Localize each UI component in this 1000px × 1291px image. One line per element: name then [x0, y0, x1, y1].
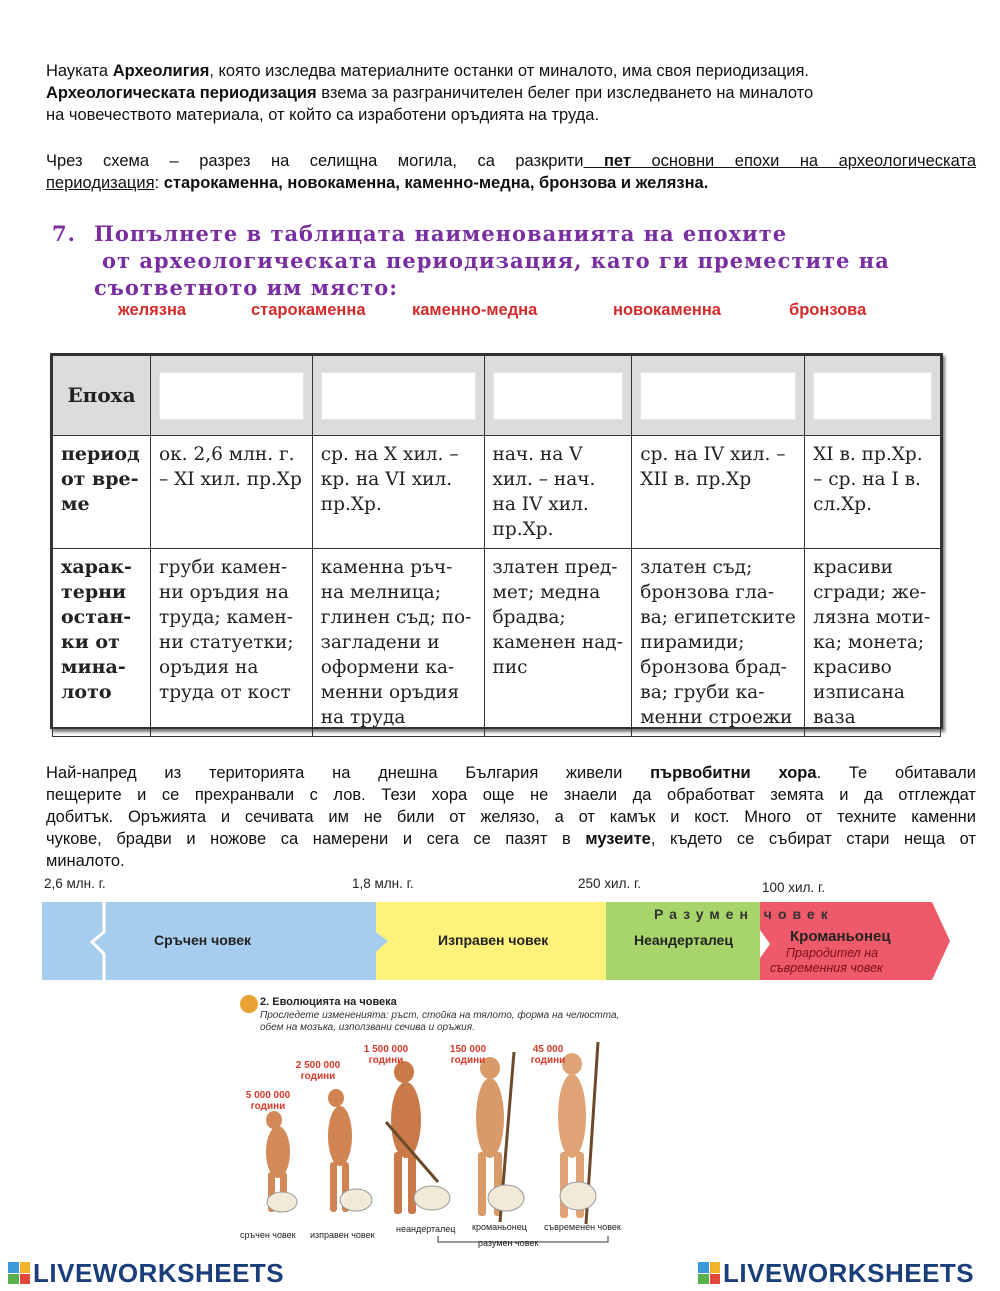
draggable-word-bank	[0, 301, 1000, 323]
scheme-line-2: периодизация: старокаменна, новокаменна, каменно-медна, бронзова и желязна.	[46, 174, 709, 192]
drop-zone-2[interactable]	[321, 372, 476, 420]
intro-line-1: Науката Археолигия, която изследва материалните останки от миналото, има своя периодизация.	[46, 62, 809, 80]
epochs-table	[50, 353, 943, 729]
history-line-1: Най-напред из територията на днешна България живели първобитни хора. Те обитавали	[46, 764, 976, 782]
remains-cell-4: златен съд; бронзова гла-ва; египетските пирамиди; бронзова брад-ва; груби ка-менни строежи	[632, 549, 805, 737]
task-line-2: от археологическата периодизация, като ги преместите на	[102, 248, 890, 273]
history-line-4: чукове, брадви и ножове са намерени и сега се пазят в музеите, където се събират стари неща от	[46, 830, 976, 848]
caption-modern: съвременен човек	[544, 1222, 621, 1232]
row-label-period: период от вре-ме	[53, 436, 151, 549]
segment-label-4: Кроманьонец	[790, 928, 891, 945]
history-line-3: добитък. Оръжията и сечивата им не били от желязо, а от камък и кост. Много от техните каменни	[46, 808, 976, 826]
sapiens-label: Разумен човек	[654, 906, 834, 922]
remains-cell-2: каменна ръч-на мелница; глинен съд; по-загладени и оформени ка-менни оръдия на труда	[312, 549, 484, 737]
scheme-paragraph	[46, 150, 976, 194]
remains-cell-5: красиви сгради; же-лязна моти-ка; монета; красиво изписана ваза	[805, 549, 941, 737]
timeline-label-2: 1,8 млн. г.	[352, 876, 414, 891]
drop-zone-1[interactable]	[159, 372, 304, 420]
caption-habilis: сръчен човек	[240, 1230, 296, 1240]
timeline-label-3: 250 хил. г.	[578, 876, 641, 891]
timeline-label-4: 100 хил. г.	[762, 880, 825, 895]
remains-cell-3: златен пред-мет; медна брадва; каменен над-пис	[484, 549, 632, 737]
caption-erectus: изправен човек	[310, 1230, 375, 1240]
evolution-title: 2. Еволюцията на човека	[260, 996, 397, 1008]
intro-paragraph	[46, 60, 976, 126]
drop-zone-3[interactable]	[493, 372, 624, 420]
caption-neanderthal: неандерталец	[396, 1224, 456, 1234]
evolution-illustration	[238, 992, 630, 1250]
evolution-subtitle: Проследете измененията: ръст, стойка на тялото, форма на челюстта, обем на мозъка, използвани сечива и оръжия.	[260, 1010, 620, 1033]
task-line-1: Попълнете в таблицата наименованията на епохите	[94, 221, 788, 246]
timeline-label-1: 2,6 млн. г.	[44, 876, 106, 891]
scheme-line-1: Чрез схема – разрез на селищна могила, са разкрити пет основни епохи на археологическата	[46, 152, 977, 170]
drag-word-bronzova[interactable]: бронзова	[789, 301, 867, 319]
human-timeline	[42, 876, 952, 984]
intro-line-3: на човечеството материала, от който са изработени оръдията на труда.	[46, 106, 600, 124]
task-line-3: съответното им място:	[94, 275, 399, 300]
liveworksheets-logo-right	[698, 1258, 974, 1288]
liveworksheets-logo-left	[8, 1258, 284, 1288]
period-cell-2: ср. на X хил. – кр. на VI хил. пр.Хр.	[312, 436, 484, 549]
history-line-5: миналото.	[46, 852, 125, 870]
cro-sub-line-1: Прародител на	[786, 946, 879, 960]
task-number: 7.	[52, 221, 76, 246]
remains-cell-1: груби камен-ни оръдия на труда; камен-ни статуетки; оръдия на труда от кост	[150, 549, 312, 737]
skull-row	[267, 1182, 596, 1212]
age-label-3: 1 500 000 години	[363, 1044, 409, 1066]
epoch-cell-4	[632, 356, 805, 436]
segment-label-1: Сръчен човек	[154, 932, 252, 948]
drag-word-kamenno-medna[interactable]: каменно-медна	[412, 301, 538, 319]
history-line-2: пещерите и се прехранвали с лов. Тези хора още не знаели да обработват земята и да отглеждат	[46, 786, 976, 804]
liveworksheets-mark-icon	[698, 1262, 720, 1284]
caption-cromagnon: кроманьонец	[472, 1222, 527, 1232]
epoch-cell-1	[150, 356, 312, 436]
row-label-epoch: Епоха	[53, 356, 151, 436]
segment-label-3: Неандерталец	[634, 932, 733, 948]
logo-text: LIVEWORKSHEETS	[723, 1257, 975, 1288]
intro-line-2: Археологическата периодизация взема за разграничителен белег при изследването на миналото	[46, 84, 814, 102]
drag-word-starokamenna[interactable]: старокаменна	[251, 301, 366, 319]
period-cell-1: ок. 2,6 млн. г. – XI хил. пр.Хр	[150, 436, 312, 549]
age-label-5: 45 000 години	[530, 1044, 566, 1066]
caption-sapiens: разумен човек	[478, 1238, 539, 1248]
evolution-badge-icon	[240, 995, 258, 1013]
drop-zone-4[interactable]	[640, 372, 796, 420]
history-paragraph	[46, 762, 976, 872]
cro-sub-line-2: съвременния човек	[770, 961, 883, 975]
age-label-1: 5 000 000 години	[245, 1090, 291, 1112]
drop-zone-5[interactable]	[813, 372, 932, 420]
period-cell-3: нач. на V хил. – нач. на IV хил. пр.Хр.	[484, 436, 632, 549]
period-cell-4: ср. на IV хил. – XII в. пр.Хр	[632, 436, 805, 549]
age-label-4: 150 000 години	[449, 1044, 487, 1066]
logo-text: LIVEWORKSHEETS	[33, 1257, 285, 1288]
epoch-cell-2	[312, 356, 484, 436]
table-row-remains	[53, 549, 941, 737]
liveworksheets-mark-icon	[8, 1262, 30, 1284]
segment-label-2: Изправен човек	[438, 932, 549, 948]
epoch-cell-3	[484, 356, 632, 436]
drag-word-zhelyazna[interactable]: желязна	[118, 301, 187, 319]
period-cell-5: XI в. пр.Хр. – ср. на I в. сл.Хр.	[805, 436, 941, 549]
table-row-period	[53, 436, 941, 549]
row-label-remains: харак-терни остан-ки от мина-лото	[53, 549, 151, 737]
table-row-epoch	[53, 356, 941, 436]
drag-word-novokamenna[interactable]: новокаменна	[613, 301, 721, 319]
epoch-cell-5	[805, 356, 941, 436]
age-label-2: 2 500 000 години	[295, 1060, 341, 1082]
